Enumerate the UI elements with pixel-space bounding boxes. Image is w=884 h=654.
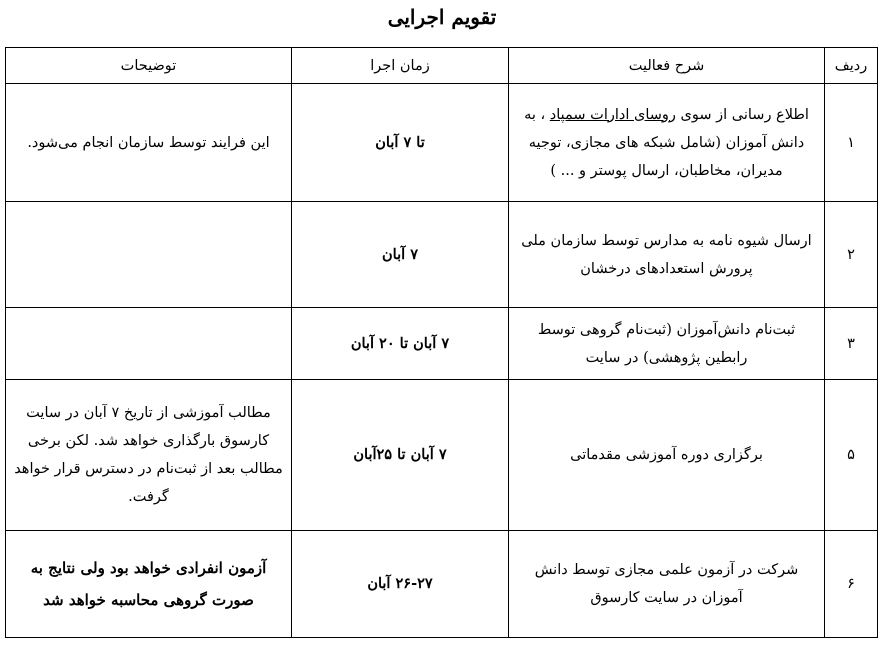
row-number: ۲ bbox=[825, 202, 878, 308]
document-title: تقویم اجرایی bbox=[387, 5, 497, 29]
activity-cell: شرکت در آزمون علمی مجازی توسط دانش آموزان در سایت کارسوق bbox=[509, 531, 825, 638]
row-number: ۱ bbox=[825, 84, 878, 202]
table-header-row bbox=[6, 48, 878, 84]
activity-cell: ثبت‌نام دانش‌آموزان (ثبت‌نام گروهی توسط رابطین پژوهشی) در سایت bbox=[509, 308, 825, 380]
time-cell: تا ۷ آبان bbox=[292, 84, 509, 202]
header-row-number: ردیف bbox=[825, 48, 878, 84]
activity-text-start: اطلاع رسانی از سوی bbox=[675, 106, 809, 123]
header-time: زمان اجرا bbox=[292, 48, 509, 84]
activity-text-end: ، به دانش آموزان (شامل شبکه های مجازی، توجیه مدیران، مخاطبان، ارسال پوستر و ... ) bbox=[524, 106, 805, 179]
notes-cell: این فرایند توسط سازمان انجام می‌شود. bbox=[6, 84, 292, 202]
time-cell: ۷ آبان تا ۲۰ آبان bbox=[292, 308, 509, 380]
notes-cell bbox=[6, 202, 292, 308]
schedule-table bbox=[5, 47, 878, 638]
activity-text-underlined: روسای ادارات سمپاد bbox=[549, 106, 676, 123]
table-row bbox=[6, 380, 878, 531]
table-row bbox=[6, 531, 878, 638]
time-cell: ۲۶-۲۷ آبان bbox=[292, 531, 509, 638]
table-row bbox=[6, 202, 878, 308]
activity-cell bbox=[509, 84, 825, 202]
table-row bbox=[6, 84, 878, 202]
notes-cell bbox=[6, 308, 292, 380]
time-cell: ۷ آبان bbox=[292, 202, 509, 308]
row-number: ۵ bbox=[825, 380, 878, 531]
row-number: ۶ bbox=[825, 531, 878, 638]
row-number: ۳ bbox=[825, 308, 878, 380]
header-activity: شرح فعالیت bbox=[509, 48, 825, 84]
notes-cell: مطالب آموزشی از تاریخ ۷ آبان در سایت کارسوق بارگذاری خواهد شد. لکن برخی مطالب بعد از ثبت‌نام در دسترس قرار خواهد گرفت. bbox=[6, 380, 292, 531]
activity-cell: برگزاری دوره آموزشی مقدماتی bbox=[509, 380, 825, 531]
table-row bbox=[6, 308, 878, 380]
notes-cell: آزمون انفرادی خواهد بود ولی نتایج به صورت گروهی محاسبه خواهد شد bbox=[6, 531, 292, 638]
time-cell: ۷ آبان تا ۲۵آبان bbox=[292, 380, 509, 531]
header-notes: توضیحات bbox=[6, 48, 292, 84]
activity-cell: ارسال شیوه نامه به مدارس توسط سازمان ملی پرورش استعدادهای درخشان bbox=[509, 202, 825, 308]
